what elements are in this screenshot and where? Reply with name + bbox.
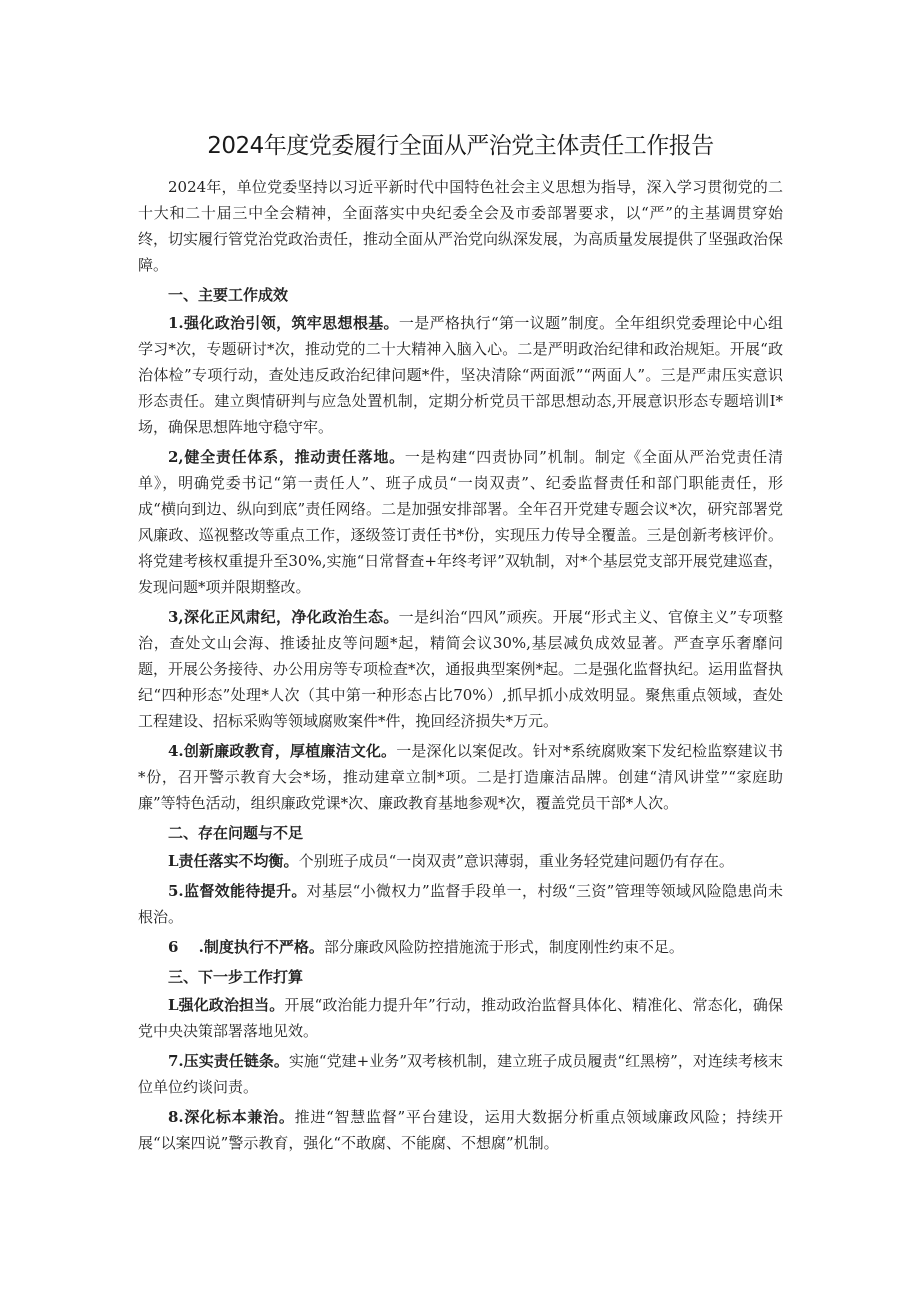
- paragraph-lead: L强化政治担当。: [168, 996, 285, 1014]
- paragraph-text: 开展“政治能力提升年”行动，推动政治监督具体化、精准化、常态化，确保党中央决策部署落地见效。: [138, 996, 783, 1040]
- document-title: 2024年度党委履行全面从严治党主体责任工作报告: [207, 133, 714, 159]
- paragraph-text: 个别班子成员“一岗双责”意识薄弱，重业务轻党建问题仍有存在。: [298, 852, 734, 870]
- paragraph-lead: 7.压实责任链条。: [168, 1052, 289, 1070]
- paragraph: [138, 878, 783, 930]
- intro-paragraph: 2024年，单位党委坚持以习近平新时代中国特色社会主义思想为指导，深入学习贯彻党的二十大和二十届三中全会精神，全面落实中央纪委全会及市委部署要求，以“严”的主基调贯穿始终，切实履行管党治党政治责任，推动全面从严治党向纵深发展，为高质量发展提供了坚强政治保障。: [138, 178, 784, 274]
- paragraph: [138, 992, 783, 1044]
- paragraph: [138, 444, 783, 600]
- paragraph-lead: 3,深化正风肃纪，净化政治生态。: [168, 608, 399, 626]
- paragraph: [138, 738, 783, 816]
- paragraph-text: 一是严格执行“第一议题”制度。全年组织党委理论中心组学习*次，专题研讨*次，推动党的二十大精神入脑入心。二是严明政治纪律和政治规矩。开展“政治体检”专项行动，查处违反政治纪律问题*件，坚决清除“两面派”“两面人”。三是严肃压实意识形态责任。建立舆情研判与应急处置机制，定期分析党员干部思想动态,开展意识形态专题培训I*场，确保思想阵地守稳守牢。: [138, 314, 783, 436]
- paragraph-text: 实施“党建+业务”双考核机制，建立班子成员履责“红黑榜”，对连续考核末位单位约谈问责。: [138, 1052, 783, 1096]
- paragraph-lead: 8.深化标本兼治。: [168, 1108, 295, 1126]
- paragraph-text: 一是纠治“四风”顽疾。开展“形式主义、官僚主义”专项整治，查处文山会海、推诿扯皮等问题*起，精简会议30%,基层减负成效显著。严查享乐奢靡问题，开展公务接待、办公用房等专项检查*次，通报典型案例*起。二是强化监督执纪。运用监督执纪“四种形态”处理*人次（其中第一种形态占比70%）,抓早抓小成效明显。聚焦重点领域，查处工程建设、招标采购等领域腐败案件*件，挽回经济损失*万元。: [138, 608, 784, 730]
- document-page: [138, 128, 783, 1160]
- section-heading: 二、存在问题与不足: [168, 824, 304, 842]
- paragraph: [138, 1104, 783, 1156]
- paragraph-text: 一是深化以案促改。针对*系统腐败案下发纪检监察建议书*份，召开警示教育大会*场，推动建章立制*项。二是打造廉洁品牌。创建“清风讲堂”“家庭助廉”等特色活动，组织廉政党课*次、廉政教育基地参观*次，覆盖党员干部*人次。: [138, 742, 783, 812]
- paragraph-lead: 4.创新廉政教育，厚植廉洁文化。: [168, 742, 397, 760]
- paragraph: [138, 310, 783, 440]
- paragraph: [138, 1048, 783, 1100]
- paragraph-text: 一是构建“四责协同”机制。制定《全面从严治党责任清单》，明确党委书记“第一责任人”、班子成员“一岗双责”、纪委监督责任和部门职能责任，形成“横向到边、纵向到底”责任网络。二是加强安排部署。全年召开党建专题会议*次，研究部署党风廉政、巡视整改等重点工作，逐级签订责任书*份，实现压力传导全覆盖。三是创新考核评价。将党建考核权重提升至30%,实施“日常督查+年终考评”双轨制，对*个基层党支部开展党建巡查，发现问题*项并限期整改。: [138, 448, 783, 596]
- paragraph-lead: 5.监督效能待提升。: [168, 882, 307, 900]
- section-heading: 一、主要工作成效: [168, 286, 289, 304]
- paragraph: [138, 848, 783, 874]
- paragraph-text: 部分廉政风险防控措施流于形式，制度刚性约束不足。: [323, 938, 684, 956]
- paragraph-lead: 1.强化政治引领，筑牢思想根基。: [168, 314, 399, 332]
- paragraph-text: 推进“智慧监督”平台建设，运用大数据分析重点领域廉政风险；持续开展“以案四说”警示教育，强化“不敢腐、不能腐、不想腐”机制。: [138, 1108, 783, 1152]
- paragraph-lead: L责任落实不均衡。: [168, 852, 299, 870]
- paragraph-lead: 2,健全责任体系，推动责任落地。: [168, 448, 405, 466]
- paragraph: [138, 604, 783, 734]
- paragraph-lead: 6 .制度执行不严格。: [168, 938, 324, 956]
- paragraph: [138, 934, 783, 960]
- section-heading: 三、下一步工作打算: [168, 968, 304, 986]
- paragraph-text: 对基层“小微权力”监督手段单一，村级“三资”管理等领域风险隐患尚未根治。: [138, 882, 783, 926]
